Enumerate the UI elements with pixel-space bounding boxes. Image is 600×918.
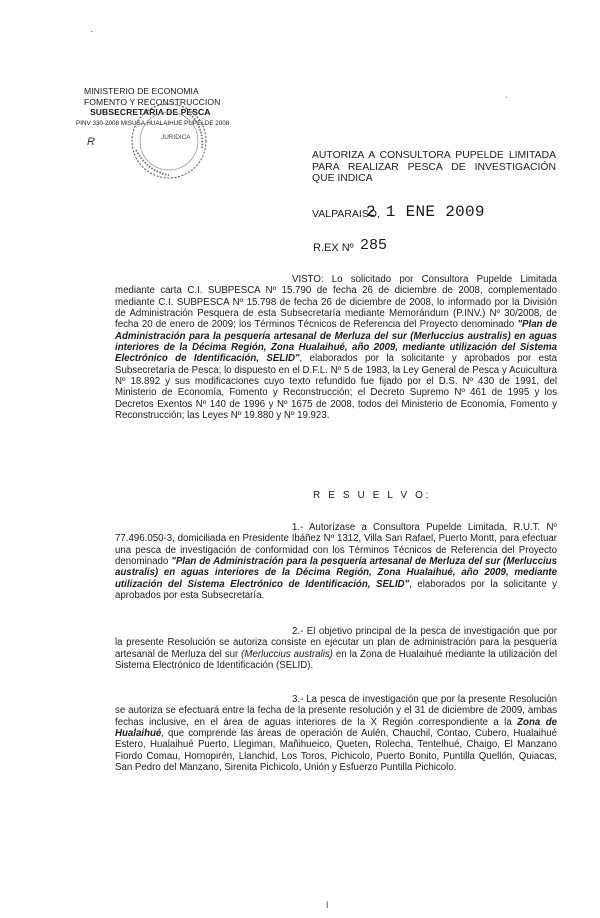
seal-stamp — [128, 100, 210, 182]
resolution-title: AUTORIZA A CONSULTORA PUPELDE LIMITADA PARA REALIZAR PESCA DE INVESTIGACIÓN QUE INDICA — [312, 150, 556, 185]
page-mark: I — [326, 900, 329, 910]
project-name: "Plan de Administración para la pesquería artesanal de Merluza del sur (Merluccius australis) en aguas interiores de la Décima Región, Zona Hualaihué, año 2009, mediante utilización del Sistema Electrónico de Identificación, SELID" — [115, 319, 557, 365]
ministry-line-1: MINISTERIO DE ECONOMIA — [84, 86, 199, 96]
species-name: (Merluccius australis) — [241, 648, 333, 660]
reference-code: PINV 330-2008 MISUSA HUALAIHUE PUPELDE 2008 — [76, 120, 230, 127]
margin-mark: R — [87, 136, 95, 148]
item-1: 1.- Autorízase a Consultora Pupelde Limitada, R.U.T. Nº 77.496.050-3, domiciliada en Presidente Ibáñez Nº 1312, Villa San Rafael, Puerto Montt, para efectuar una pesca de investigación de conformidad con los Términos Técnicos de Referencia del Proyecto denominado "Plan de Administración para la pesquería artesanal de Merluza del sur (Merluccius australis) en aguas interiores de la Décima Región, Zona Hualaihué, año 2009, mediante utilización del Sistema Electrónico de Identificación, SELID", elaborados por la solicitante y aprobados por esta Subsecretaría. — [115, 522, 557, 602]
resuelvo-heading: R E S U E L V O: — [313, 490, 431, 501]
item-3: 3.- La pesca de investigación que por la presente Resolución se autoriza se efectuará entre la fecha de la presente resolución y el 31 de diciembre de 2009, ambas fechas inclusive, en el área de aguas interiores de la X Región correspondiente a la Zona de Hualaihué, que comprende las áreas de operación de Aulén, Chauchil, Contao, Cubero, Hualaihué Estero, Hualaihué Puerto, Llegiman, Mañihueico, Queten, Rolecha, Tentelhué, Chaigo, El Manzano Fiordo Comau, Hornopirén, Llanchid, Los Toros, Pichicolo, Puerto Bonito, Puntilla Quellón, Quiacas, San Pedro del Manzano, Sirenita Pichicolo, Unión y Esfuerzo Puntilla Pichicolo. — [115, 694, 557, 774]
scan-speck: · — [90, 26, 94, 37]
date-stamp: 2 1 ENE 2009 — [366, 203, 485, 221]
visto-paragraph: VISTO: Lo solicitado por Consultora Pupelde Limitada mediante carta C.I. SUBPESCA Nº 15.790 de fecha 26 de diciembre de 2008, complementado mediante C.I. SUBPESCA Nº 15.798 de fecha 26 de diciembre de 2008, lo informado por la División de Administración Pesquera de esta Subsecretaría mediante Memorándum (P.INV.) Nº 30/2008, de fecha 20 de enero de 2009; los Términos Técnicos de Referencia del Proyecto denominado "Plan de Administración para la pesquería artesanal de Merluza del sur (Merluccius australis) en aguas interiores de la Décima Región, Zona Hualaihué, año 2009, mediante utilización del Sistema Electrónico de Identificación, SELID", elaborados por la solicitante y aprobados por esta Subsecretaría de Pesca; lo dispuesto en el D.F.L. Nº 5 de 1983, la Ley General de Pesca y Acuicultura Nº 18.892 y sus modificaciones cuyo texto refundido fue fijado por el D.S. Nº 430 de 1991, del Ministerio de Economía, Fomento y Reconstrucción; el Decreto Supremo Nº 461 de 1995 y los Decretos Exentos Nº 140 de 1996 y Nº 1675 de 2008, todos del Ministerio de Economía, Fomento y Reconstrucción; las Leyes Nº 19.880 y Nº 19.923. — [115, 274, 557, 422]
ministry-line-2: FOMENTO Y RECONSTRUCCION — [84, 96, 221, 107]
date-city: VALPARAISO, — [312, 208, 380, 220]
rex-label: R.EX Nº — [313, 242, 354, 254]
project-name: "Plan de Administración para la pesquería artesanal de Merluza del sur (Merluccius australis) en aguas interiores de la Décima Región, Zona Hualaihué, año 2009, mediante utilización del Sistema Electrónico de Identificación, SELID" — [115, 556, 557, 590]
item-2: 2.- El objetivo principal de la pesca de investigación que por la presente Resolución se autoriza consiste en ejecutar un plan de administración para la pesquería artesanal de Merluza del sur (Merluccius australis) en la Zona de Hualaihué mediante la utilización del Sistema Electrónico de Identificación (SELID). — [115, 626, 557, 672]
subsecretaria-name: SUBSECRETARIA DE PESCA — [90, 107, 211, 117]
scan-speck: · — [505, 92, 509, 103]
zone-name: Zona de Hualaihué — [115, 716, 557, 740]
rex-number: 285 — [360, 237, 388, 254]
seal-label: JURIDICA — [161, 134, 191, 141]
